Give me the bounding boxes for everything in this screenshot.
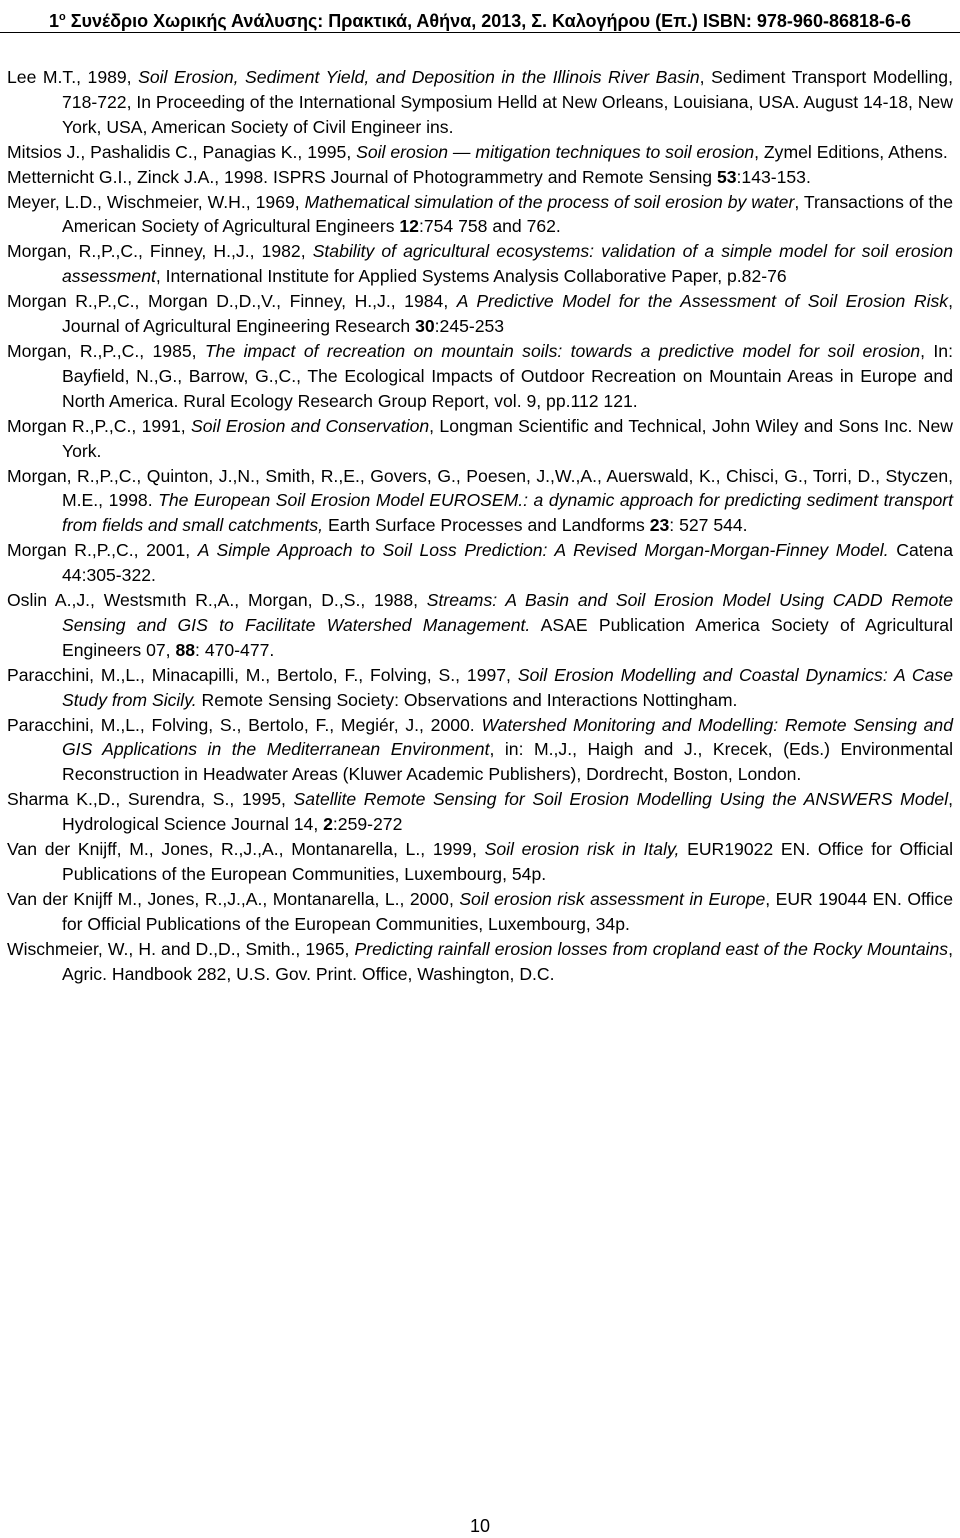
reference-title: Soil erosion risk assessment in Europe — [459, 888, 766, 909]
reference-title: Soil Erosion, Sediment Yield, and Deposition in the Illinois River Basin — [138, 67, 700, 87]
reference-title: Mathematical simulation of the process of soil erosion by water — [304, 191, 795, 212]
reference-entry — [7, 140, 953, 165]
reference-text: Van der Knijff, M., Jones, R.,J.,A., Montanarella, L., 1999, — [7, 839, 485, 860]
reference-list — [7, 65, 953, 987]
header-rule — [0, 32, 960, 33]
reference-text: , Hydrological Science Journal 14, — [62, 789, 953, 835]
reference-text: Remote Sensing Society: Observations and Interactions Nottingham. — [196, 689, 738, 710]
reference-title: Soil Erosion and Conservation — [191, 415, 430, 436]
reference-text: Morgan R.,P.,C., 2001, — [7, 540, 198, 561]
page-number: 10 — [469, 1516, 491, 1536]
reference-entry — [7, 887, 953, 937]
reference-text: , Agric. Handbook 282, U.S. Gov. Print. Office, Washington, D.C. — [62, 938, 953, 984]
reference-entry — [7, 538, 953, 588]
reference-text: : 470-477. — [195, 639, 275, 660]
header-text: Συνέδριο Χωρικής Ανάλυσης: Πρακτικά, Αθήνα, 2013, Σ. Καλογήρου (Επ.) ISBN: 978-960-86818-6-6 — [65, 11, 912, 31]
reference-text: Morgan R.,P.,C., 1991, — [7, 415, 192, 436]
reference-text: , Longman Scientific and Technical, John Wiley and Sons Inc. New York. — [62, 415, 953, 461]
reference-text: Paracchini, M.,L., Folving, S., Bertolo, F., Megiér, J., 2000. — [7, 714, 482, 735]
reference-text: :259-272 — [332, 814, 403, 835]
reference-title: Predicting rainfall erosion losses from cropland east of the Rocky Mountains — [354, 938, 949, 959]
reference-entry — [7, 837, 953, 887]
reference-text: , EUR 19044 EN. Office for Official Publications of the European Communities, Luxembourg, 34p. — [62, 888, 953, 934]
reference-text: Mitsios J., Pashalidis C., Panagias K., 1995, — [7, 141, 357, 162]
reference-volume: 2 — [323, 814, 333, 835]
header-ordinal: 1 — [48, 11, 59, 31]
reference-volume: 12 — [399, 216, 419, 237]
reference-text: Morgan, R.,P.,C., 1985, — [7, 340, 205, 361]
reference-text: , In: Bayfield, N.,G., Barrow, G.,C., The Ecological Impacts of Outdoor Recreation on Mountain Areas in Europe and North America. Rural Ecology Research Group Report, vol. 9, pp.112 121. — [62, 340, 953, 411]
reference-text: , Transactions of the American Society of Agricultural Engineers — [62, 191, 953, 237]
reference-title: Soil erosion — mitigation techniques to soil erosion — [356, 141, 755, 162]
reference-entry — [7, 663, 953, 713]
reference-text: :143-153. — [736, 166, 811, 187]
reference-text: Morgan, R.,P.,C., Quinton, J.,N., Smith, R.,E., Govers, G., Poesen, J.,W.,A., Auerswald, K., Chisci, G., Torri, D., Styczen, M.E., 1998. — [7, 465, 953, 511]
reference-entry — [7, 65, 953, 140]
reference-entry — [7, 414, 953, 464]
reference-entry — [7, 339, 953, 414]
reference-volume: 53 — [716, 166, 737, 187]
reference-title: Soil erosion risk in Italy, — [484, 839, 680, 860]
reference-title: A Simple Approach to Soil Loss Prediction: A Revised Morgan-Morgan-Finney Model. — [197, 540, 889, 561]
reference-entry — [7, 165, 953, 190]
reference-text: ASAE Publication America Society of Agricultural Engineers 07, — [62, 614, 953, 660]
reference-text: Morgan, R.,P.,C., Finney, H.,J., 1982, — [7, 241, 313, 262]
running-header — [0, 6, 960, 32]
reference-text: :754 758 and 762. — [418, 216, 561, 237]
reference-entry — [7, 588, 953, 663]
reference-entry — [7, 787, 953, 837]
reference-text: Morgan R.,P.,C., Morgan D.,D.,V., Finney, H.,J., 1984, — [7, 291, 457, 312]
reference-text: Paracchini, M.,L., Minacapilli, M., Bertolo, F., Folving, S., 1997, — [7, 664, 518, 685]
reference-text: , in: M.,J., Haigh and J., Krecek, (Eds.) Environmental Reconstruction in Headwater Areas (Kluwer Academic Publishers), Dordrecht, Boston, London. — [62, 739, 953, 785]
reference-volume: 88 — [175, 639, 196, 660]
reference-entry — [7, 713, 953, 788]
reference-text: Earth Surface Processes and Landforms — [323, 515, 650, 536]
reference-title: Satellite Remote Sensing for Soil Erosion Modelling Using the ANSWERS Model — [293, 789, 949, 810]
reference-title: Watershed Monitoring and Modelling: Remote Sensing and GIS Applications in the Mediterranean Environment — [62, 714, 953, 760]
reference-title: Stability of agricultural ecosystems: validation of a simple model for soil erosion assessment — [62, 241, 953, 287]
reference-title: A Predictive Model for the Assessment of Soil Erosion Risk — [456, 291, 949, 312]
reference-text: Meyer, L.D., Wischmeier, W.H., 1969, — [7, 191, 305, 212]
reference-text: Lee M.T., 1989, — [7, 67, 139, 87]
reference-text: EUR19022 EN. Office for Official Publications of the European Communities, Luxembourg, 54p. — [62, 839, 953, 884]
reference-text: Oslin A.,J., Westsmıth R.,A., Morgan, D.,S., 1988, — [7, 590, 427, 611]
reference-title: The impact of recreation on mountain soils: towards a predictive model for soil erosion — [204, 340, 921, 361]
reference-text: , International Institute for Applied Systems Analysis Collaborative Paper, p.82-76 — [155, 266, 787, 287]
reference-text: , Zymel Editions, Athens. — [754, 141, 948, 162]
reference-title: Streams: A Basin and Soil Erosion Model Using CADD Remote Sensing and GIS to Facilitate Watershed Management. — [62, 590, 953, 635]
reference-title: The European Soil Erosion Model EUROSEM.: a dynamic approach for predicting sediment transport from fields and small catchments, — [62, 490, 954, 536]
reference-entry — [7, 190, 953, 240]
header-ordinal-suffix: ο — [58, 11, 66, 23]
reference-text: :245-253 — [434, 316, 505, 337]
reference-text: Van der Knijff M., Jones, R.,J.,A., Montanarella, L., 2000, — [7, 888, 460, 909]
reference-entry — [7, 289, 953, 339]
reference-text: , Journal of Agricultural Engineering Research — [62, 291, 953, 337]
reference-text: Sharma K.,D., Surendra, S., 1995, — [7, 789, 294, 810]
reference-text: Catena 44:305-322. — [62, 540, 953, 586]
reference-volume: 23 — [649, 515, 670, 536]
reference-entry — [7, 239, 953, 289]
reference-text: : 527 544. — [669, 515, 748, 536]
reference-title: Soil Erosion Modelling and Coastal Dynamics: A Case Study from Sicily. — [62, 664, 953, 710]
reference-text: , Sediment Transport Modelling, 718-722, In Proceeding of the International Symposium Helld at New Orleans, Louisiana, USA. August 14-18, New York, USA, American Society of Civil Engineer ins. — [62, 67, 953, 137]
reference-text: Metternicht G.I., Zinck J.A., 1998. ISPRS Journal of Photogrammetry and Remote Sensing — [7, 166, 717, 187]
reference-entry — [7, 464, 953, 539]
reference-text: Wischmeier, W., H. and D.,D., Smith., 1965, — [7, 938, 355, 959]
reference-volume: 30 — [415, 316, 435, 337]
reference-entry — [7, 937, 953, 987]
